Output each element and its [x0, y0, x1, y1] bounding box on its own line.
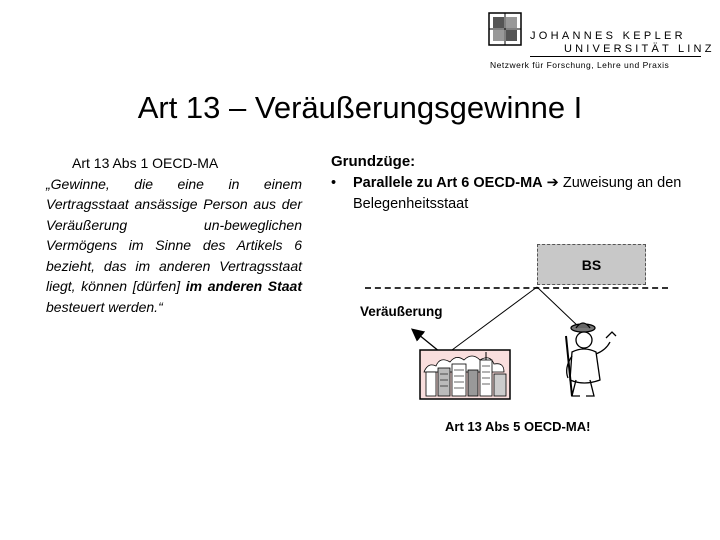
quote-part-1: „Gewinne, die eine in einem Vertragsstaat ansässige Person aus der Veräußerung un-beweglichen Vermögens im Sinne des Artikels 6 bezieht, das im anderen Vertragsstaat liegt, können [dürfen]: [46, 175, 302, 294]
outline-heading: Grundzüge:: [331, 153, 416, 170]
logo-line-2: UNIVERSITÄT LINZ: [564, 43, 715, 55]
real-estate-icon: [420, 350, 510, 399]
transfer-arrow: [413, 330, 440, 352]
quote-heading: Art 13 Abs 1 OECD-MA: [72, 155, 219, 171]
border-line: [537, 287, 580, 328]
bullet-rest-text: Zuweisung an den Belegenheitsstaat: [353, 175, 682, 212]
slide-title: Art 13 – Veräußerungsgewinne I: [137, 90, 583, 125]
transfer-label: Veräußerung: [360, 304, 443, 319]
logo-line-1: JOHANNES KEPLER: [530, 30, 686, 42]
bullet-bold-text: Parallele zu Art 6 OECD-MA: [353, 175, 543, 191]
logo-tagline: Netzwerk für Forschung, Lehre und Praxis: [490, 60, 670, 70]
quote-emphasis: im anderen Staat: [185, 278, 302, 294]
footnote-reference: Art 13 Abs 5 OECD-MA!: [445, 419, 591, 434]
bullet-marker: •: [331, 175, 337, 191]
transfer-line: [452, 287, 537, 350]
bs-label: BS: [581, 256, 602, 273]
arrow-right-icon: ➔: [546, 175, 559, 191]
quote-part-2: besteuert werden.“: [46, 298, 163, 315]
person-icon: [566, 323, 616, 396]
